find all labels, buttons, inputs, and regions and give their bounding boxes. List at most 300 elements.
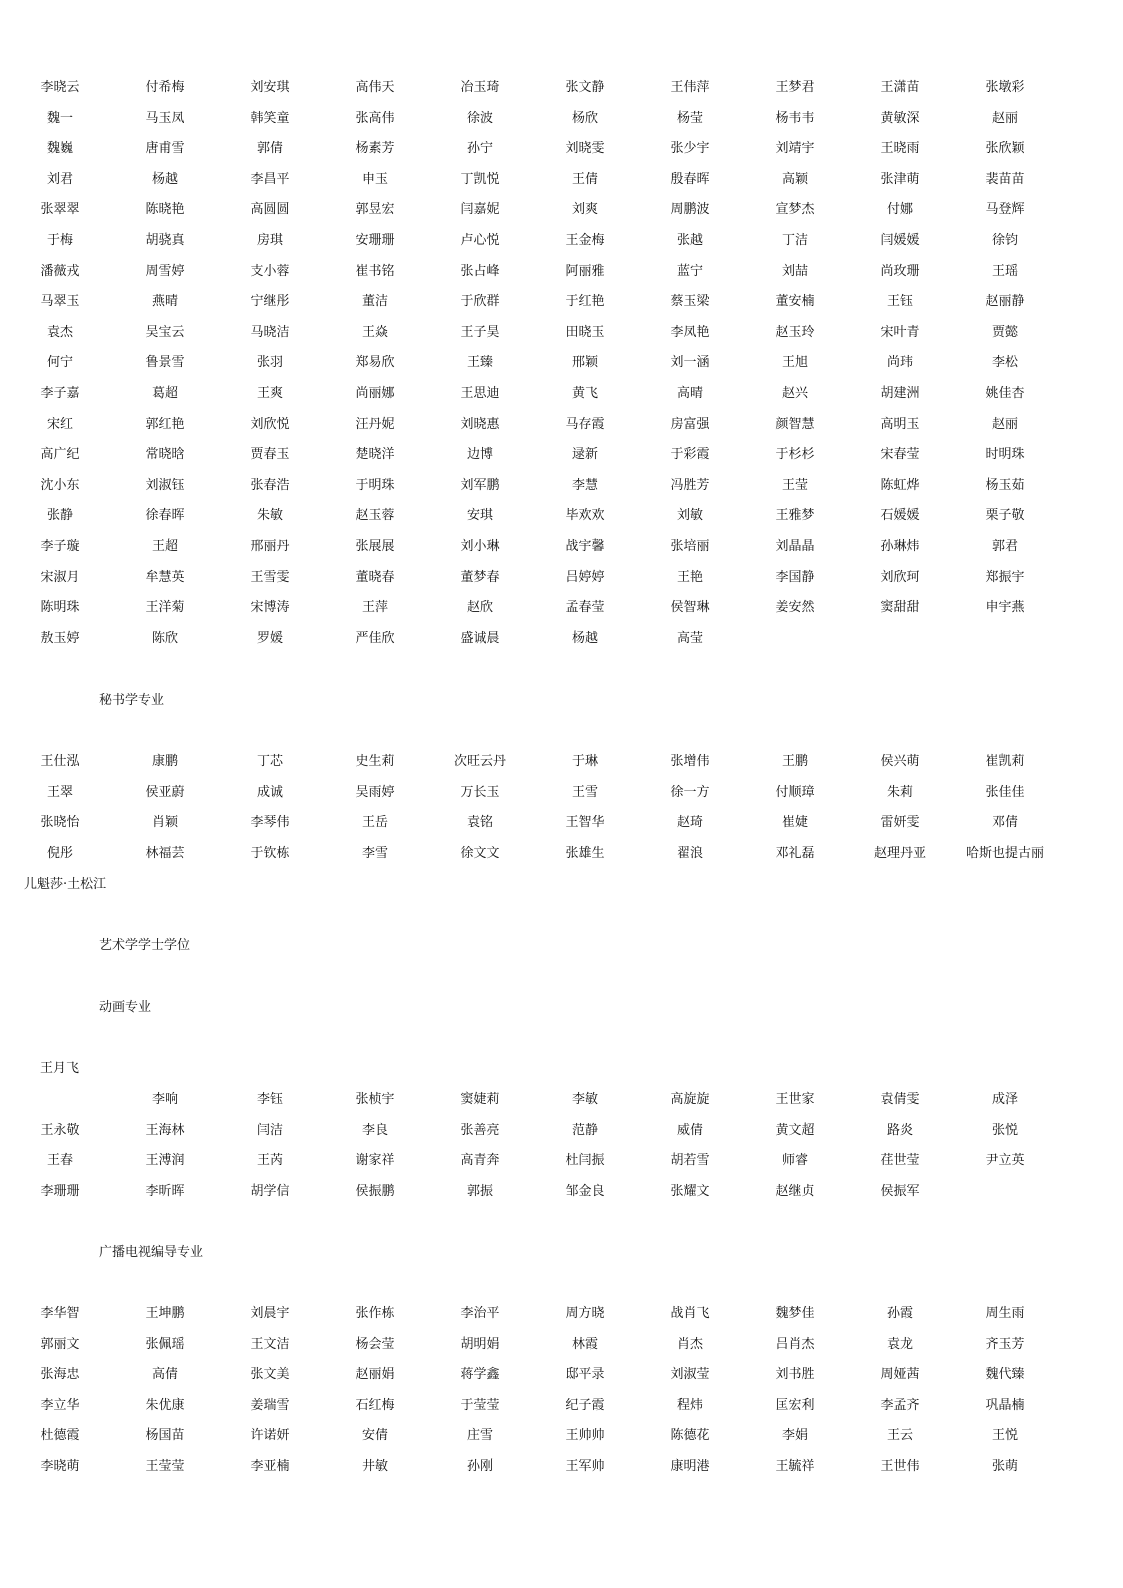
name-cell: 李凤艳 xyxy=(670,324,710,340)
name-cell: 董晓春 xyxy=(355,569,395,585)
name-cell: 张萌 xyxy=(991,1458,1018,1474)
name-cell: 胡建洲 xyxy=(880,385,920,401)
name-cell: 王洋菊 xyxy=(145,600,185,616)
name-cell: 邓倩 xyxy=(991,815,1018,831)
name-cell: 翟浪 xyxy=(676,845,703,861)
name-cell: 王雪雯 xyxy=(250,569,290,585)
name-cell: 刘欣悦 xyxy=(250,416,290,432)
name-cell: 史生莉 xyxy=(355,754,395,769)
name-cell: 李钰 xyxy=(256,1092,283,1107)
name-cell: 侯振军 xyxy=(880,1183,920,1199)
name-cell: 刘一涵 xyxy=(670,355,710,371)
name-cell: 王智华 xyxy=(565,815,605,831)
name-cell: 于红艳 xyxy=(565,294,605,310)
name-cell: 董梦春 xyxy=(460,569,500,585)
name-cell: 楚晓洋 xyxy=(355,447,395,463)
name-cell: 邹金良 xyxy=(565,1183,605,1199)
names-table-broadcast xyxy=(0,1305,1123,1489)
name-cell: 安琪 xyxy=(466,508,493,524)
name-cell: 刘小琳 xyxy=(460,538,500,554)
name-cell: 李雪 xyxy=(361,845,388,861)
name-cell: 张雄生 xyxy=(565,845,605,861)
name-cell: 张佩瑶 xyxy=(145,1336,185,1352)
name-cell: 袁倩雯 xyxy=(880,1092,920,1107)
name-cell: 纪子霞 xyxy=(565,1397,605,1413)
name-cell: 王芮 xyxy=(256,1153,283,1169)
name-cell: 房富强 xyxy=(670,416,710,432)
name-cell: 王春 xyxy=(46,1153,73,1169)
name-cell: 魏梦佳 xyxy=(775,1306,815,1321)
name-cell: 闫嘉妮 xyxy=(460,202,500,218)
name-cell: 师睿 xyxy=(781,1153,808,1169)
name-cell: 付顺璋 xyxy=(775,784,815,800)
name-cell: 逯新 xyxy=(571,447,598,463)
table-row xyxy=(0,1366,1123,1397)
name-cell: 周生雨 xyxy=(985,1306,1025,1321)
name-cell: 李国静 xyxy=(775,569,815,585)
name-cell: 张善亮 xyxy=(460,1122,500,1138)
name-cell: 王帅帅 xyxy=(565,1428,605,1444)
name-cell: 李珊珊 xyxy=(40,1183,80,1199)
name-cell: 刘淑莹 xyxy=(670,1367,710,1383)
name-cell: 高伟天 xyxy=(355,80,395,95)
name-cell: 次旺云丹 xyxy=(453,754,506,769)
name-cell: 韩笑童 xyxy=(250,110,290,126)
name-cell: 尹立英 xyxy=(985,1153,1025,1169)
name-cell: 赵琦 xyxy=(676,815,703,831)
name-cell: 宋春莹 xyxy=(880,447,920,463)
name-cell: 宣梦杰 xyxy=(775,202,815,218)
name-cell: 尚玮 xyxy=(886,355,913,371)
name-cell: 张越 xyxy=(676,232,703,248)
name-cell: 王臻 xyxy=(466,355,493,371)
name-cell: 万长玉 xyxy=(460,784,500,800)
name-cell: 魏巍 xyxy=(46,141,73,157)
name-cell: 赵丽 xyxy=(991,416,1018,432)
name-cell: 战宇馨 xyxy=(565,538,605,554)
name-cell: 于琳 xyxy=(571,754,598,769)
name-cell: 沈小东 xyxy=(40,477,80,493)
name-cell: 毕欢欢 xyxy=(565,508,605,524)
name-cell: 王金梅 xyxy=(565,232,605,248)
table-row xyxy=(0,385,1123,416)
name-cell: 蓝宁 xyxy=(676,263,703,279)
name-cell: 邓礼磊 xyxy=(775,845,815,861)
name-cell: 王钰 xyxy=(886,294,913,310)
name-cell: 杨韦韦 xyxy=(775,110,815,126)
name-cell: 窦甜甜 xyxy=(880,600,920,616)
name-cell: 刘军鹏 xyxy=(460,477,500,493)
name-cell: 阿丽雅 xyxy=(565,263,605,279)
name-cell: 王雪 xyxy=(571,784,598,800)
name-cell: 李立华 xyxy=(40,1397,80,1413)
name-cell: 张占峰 xyxy=(460,263,500,279)
name-cell: 宋叶青 xyxy=(880,324,920,340)
name-cell: 张展展 xyxy=(355,538,395,554)
name-cell: 裴苗苗 xyxy=(985,171,1025,187)
name-cell: 崔婕 xyxy=(781,815,808,831)
name-cell: 蒋学鑫 xyxy=(460,1367,500,1383)
name-cell: 郭丽文 xyxy=(40,1336,80,1352)
name-cell: 林福芸 xyxy=(145,845,185,861)
section-heading-art-degree: 艺术学学士学位 xyxy=(99,938,191,953)
name-cell: 张晓怡 xyxy=(40,815,80,831)
name-cell: 李昌平 xyxy=(250,171,290,187)
name-cell: 赵玉蓉 xyxy=(355,508,395,524)
name-cell: 赵兴 xyxy=(781,385,808,401)
name-cell: 张悦 xyxy=(991,1122,1018,1138)
name-cell: 支小蓉 xyxy=(250,263,290,279)
name-cell: 尚玫珊 xyxy=(880,263,920,279)
name-cell: 王军帅 xyxy=(565,1458,605,1474)
name-cell: 郑易欣 xyxy=(355,355,395,371)
name-cell: 张津萌 xyxy=(880,171,920,187)
name-cell: 王悦 xyxy=(991,1428,1018,1444)
name-cell: 于彩霞 xyxy=(670,447,710,463)
name-cell: 胡明娟 xyxy=(460,1336,500,1352)
name-cell: 宋红 xyxy=(46,416,73,432)
name-cell: 赵丽娟 xyxy=(355,1367,395,1383)
table-row xyxy=(0,1458,1123,1489)
name-cell: 李晓云 xyxy=(40,80,80,95)
name-cell: 李子璇 xyxy=(40,538,80,554)
name-cell: 陈晓艳 xyxy=(145,202,185,218)
name-cell: 张少宇 xyxy=(670,141,710,157)
table-row xyxy=(0,845,1123,876)
name-cell: 李昕晖 xyxy=(145,1183,185,1199)
name-cell: 王梦君 xyxy=(775,80,815,95)
name-cell: 敖玉婷 xyxy=(40,630,80,646)
table-row xyxy=(0,171,1123,202)
names-table-secretary xyxy=(0,753,1123,875)
name-cell: 宋博涛 xyxy=(250,600,290,616)
name-cell: 吕肖杰 xyxy=(775,1336,815,1352)
name-cell: 于杉杉 xyxy=(775,447,815,463)
name-cell: 徐钧 xyxy=(991,232,1018,248)
name-cell: 安倩 xyxy=(361,1428,388,1444)
name-cell: 刘晓雯 xyxy=(565,141,605,157)
name-cell: 孟春莹 xyxy=(565,600,605,616)
table-row xyxy=(0,753,1123,784)
name-cell: 王毓祥 xyxy=(775,1458,815,1474)
name-cell: 石红梅 xyxy=(355,1397,395,1413)
name-cell: 许诺妍 xyxy=(250,1428,290,1444)
name-cell: 张培丽 xyxy=(670,538,710,554)
name-cell: 刘书胜 xyxy=(775,1367,815,1383)
name-cell: 成泽 xyxy=(991,1092,1018,1107)
name-cell: 郭昱宏 xyxy=(355,202,395,218)
table-row xyxy=(0,630,1123,661)
name-cell: 蔡玉梁 xyxy=(670,294,710,310)
name-cell: 成诚 xyxy=(256,784,283,800)
table-row xyxy=(0,263,1123,294)
name-cell: 程炜 xyxy=(676,1397,703,1413)
name-cell: 贾春玉 xyxy=(250,447,290,463)
name-cell: 高明玉 xyxy=(880,416,920,432)
table-row xyxy=(0,201,1123,232)
name-cell: 马存霞 xyxy=(565,416,605,432)
name-cell: 胡若雪 xyxy=(670,1153,710,1169)
name-cell: 杨莹 xyxy=(676,110,703,126)
name-cell: 刘欣珂 xyxy=(880,569,920,585)
name-cell: 张文静 xyxy=(565,80,605,95)
name-cell: 于梅 xyxy=(46,232,73,248)
name-cell: 高旋旋 xyxy=(670,1092,710,1107)
name-cell: 李良 xyxy=(361,1122,388,1138)
table-row xyxy=(0,446,1123,477)
name-cell: 郑振宇 xyxy=(985,569,1025,585)
table-row xyxy=(0,1122,1123,1153)
name-cell: 张海忠 xyxy=(40,1367,80,1383)
name-cell: 李松 xyxy=(991,355,1018,371)
name-cell: 何宁 xyxy=(46,355,73,371)
name-cell: 董安楠 xyxy=(775,294,815,310)
name-cell: 高倩 xyxy=(151,1367,178,1383)
section-heading-secretary: 秘书学专业 xyxy=(99,693,165,708)
name-cell: 付娜 xyxy=(886,202,913,218)
name-cell: 倪彤 xyxy=(46,845,73,861)
name-cell: 马登辉 xyxy=(985,202,1025,218)
name-cell: 杨欣 xyxy=(571,110,598,126)
name-cell: 巩晶楠 xyxy=(985,1397,1025,1413)
name-cell: 陈德花 xyxy=(670,1428,710,1444)
name-cell: 周鹏波 xyxy=(670,202,710,218)
name-cell: 崔书铭 xyxy=(355,263,395,279)
name-cell: 王子昊 xyxy=(460,324,500,340)
name-cell: 张耀文 xyxy=(670,1183,710,1199)
name-cell: 罗媛 xyxy=(256,630,283,646)
name-cell: 胡骁真 xyxy=(145,232,185,248)
name-cell: 徐春晖 xyxy=(145,508,185,524)
name-cell: 侯亚蔚 xyxy=(145,784,185,800)
name-cell: 王旭 xyxy=(781,355,808,371)
table-row xyxy=(0,814,1123,845)
table-row xyxy=(0,140,1123,171)
name-cell: 谢家祥 xyxy=(355,1153,395,1169)
name-cell: 付希梅 xyxy=(145,80,185,95)
name-cell: 刘晓惠 xyxy=(460,416,500,432)
name-cell: 丁凯悦 xyxy=(460,171,500,187)
name-cell: 邢颖 xyxy=(571,355,598,371)
table-row xyxy=(0,416,1123,447)
name-cell: 孙宁 xyxy=(466,141,493,157)
name-cell: 袁铭 xyxy=(466,815,493,831)
name-cell: 孙刚 xyxy=(466,1458,493,1474)
name-cell: 侯智琳 xyxy=(670,600,710,616)
name-cell: 路炎 xyxy=(886,1122,913,1138)
name-cell: 安珊珊 xyxy=(355,232,395,248)
name-cell: 张增伟 xyxy=(670,754,710,769)
name-cell: 郭振 xyxy=(466,1183,493,1199)
name-cell: 赵理丹亚 xyxy=(873,845,926,861)
name-cell: 栗子敬 xyxy=(985,508,1025,524)
name-cell: 康明港 xyxy=(670,1458,710,1474)
name-cell: 哈斯也提古丽 xyxy=(965,845,1044,861)
name-cell: 宁继彤 xyxy=(250,294,290,310)
name-cell: 王莹 xyxy=(781,477,808,493)
name-cell: 田晓玉 xyxy=(565,324,605,340)
name-cell: 于钦栋 xyxy=(250,845,290,861)
name-cell: 战肖飞 xyxy=(670,1306,710,1321)
table-row xyxy=(0,1336,1123,1367)
name-cell: 鲁景雪 xyxy=(145,355,185,371)
name-cell: 李子嘉 xyxy=(40,385,80,401)
name-cell: 李亚楠 xyxy=(250,1458,290,1474)
name-cell: 陈虹烨 xyxy=(880,477,920,493)
name-cell: 王萍 xyxy=(361,600,388,616)
name-cell: 尚丽娜 xyxy=(355,385,395,401)
name-cell: 康鹏 xyxy=(151,754,178,769)
name-cell: 黄飞 xyxy=(571,385,598,401)
table-row xyxy=(0,1183,1123,1214)
name-cell: 房琪 xyxy=(256,232,283,248)
table-row xyxy=(0,79,1123,110)
name-cell: 肖杰 xyxy=(676,1336,703,1352)
name-cell: 张欣颖 xyxy=(985,141,1025,157)
name-cell: 马晓洁 xyxy=(250,324,290,340)
table-row xyxy=(0,354,1123,385)
name-cell: 张文美 xyxy=(250,1367,290,1383)
name-cell: 殷春晖 xyxy=(670,171,710,187)
name-cell: 马翠玉 xyxy=(40,294,80,310)
name-cell: 唐甫雪 xyxy=(145,141,185,157)
name-cell: 吕婷婷 xyxy=(565,569,605,585)
name-cell: 盛诚晨 xyxy=(460,630,500,646)
name-cell: 卢心悦 xyxy=(460,232,500,248)
name-cell: 匡宏利 xyxy=(775,1397,815,1413)
name-cell: 杨素芳 xyxy=(355,141,395,157)
table-row xyxy=(0,324,1123,355)
name-cell: 冶玉琦 xyxy=(460,80,500,95)
name-cell: 汪丹妮 xyxy=(355,416,395,432)
name-cell: 于莹莹 xyxy=(460,1397,500,1413)
overflow-name: 儿魁莎·土松江 xyxy=(24,877,107,892)
name-cell: 王潇苗 xyxy=(880,80,920,95)
name-cell: 王世伟 xyxy=(880,1458,920,1474)
name-cell: 刘淑钰 xyxy=(145,477,185,493)
name-cell: 张静 xyxy=(46,508,73,524)
name-cell: 杨会莹 xyxy=(355,1336,395,1352)
name-cell: 孙霞 xyxy=(886,1306,913,1321)
name-cell: 李慧 xyxy=(571,477,598,493)
name-cell: 姜安然 xyxy=(775,600,815,616)
name-cell: 王仕泓 xyxy=(40,754,80,769)
name-cell: 徐波 xyxy=(466,110,493,126)
name-cell: 闫媛媛 xyxy=(880,232,920,248)
name-cell: 高圆圆 xyxy=(250,202,290,218)
name-cell: 刘安琪 xyxy=(250,80,290,95)
name-cell: 徐文文 xyxy=(460,845,500,861)
name-cell: 赵玉玲 xyxy=(775,324,815,340)
table-row xyxy=(0,569,1123,600)
name-cell: 张翠翠 xyxy=(40,202,80,218)
name-cell: 张羽 xyxy=(256,355,283,371)
name-cell: 张作栋 xyxy=(355,1306,395,1321)
name-cell: 牟慧英 xyxy=(145,569,185,585)
name-cell: 边博 xyxy=(466,447,493,463)
name-cell: 赵丽静 xyxy=(985,294,1025,310)
name-cell: 周娅茜 xyxy=(880,1367,920,1383)
name-cell: 林霞 xyxy=(571,1336,598,1352)
name-cell: 马玉凤 xyxy=(145,110,185,126)
names-table-1 xyxy=(0,79,1123,660)
name-cell: 李华智 xyxy=(40,1306,80,1321)
name-cell: 赵丽 xyxy=(991,110,1018,126)
name-cell: 杨玉茹 xyxy=(985,477,1025,493)
name-cell: 于明珠 xyxy=(355,477,395,493)
name-cell: 贾懿 xyxy=(991,324,1018,340)
name-cell: 王坤鹏 xyxy=(145,1306,185,1321)
name-cell: 荏世莹 xyxy=(880,1153,920,1169)
name-cell: 朱敏 xyxy=(256,508,283,524)
name-cell: 张桢宇 xyxy=(355,1092,395,1107)
name-cell: 李晓萌 xyxy=(40,1458,80,1474)
name-cell: 杜德霞 xyxy=(40,1428,80,1444)
section-heading-animation: 动画专业 xyxy=(99,1000,152,1015)
name-cell: 邢丽丹 xyxy=(250,538,290,554)
section-heading-broadcast: 广播电视编导专业 xyxy=(99,1245,204,1260)
name-cell: 王晓雨 xyxy=(880,141,920,157)
name-cell: 徐一方 xyxy=(670,784,710,800)
name-cell: 王鹏 xyxy=(781,754,808,769)
name-cell: 张高伟 xyxy=(355,110,395,126)
name-cell: 庄雪 xyxy=(466,1428,493,1444)
name-cell: 井敏 xyxy=(361,1458,388,1474)
name-cell: 王溥润 xyxy=(145,1153,185,1169)
name-cell: 刘靖宇 xyxy=(775,141,815,157)
name-cell: 宋淑月 xyxy=(40,569,80,585)
name-cell: 张佳佳 xyxy=(985,784,1025,800)
name-cell: 刘敏 xyxy=(676,508,703,524)
name-cell: 闫洁 xyxy=(256,1122,283,1138)
name-cell: 于欣群 xyxy=(460,294,500,310)
name-cell: 王爽 xyxy=(256,385,283,401)
name-cell: 燕晴 xyxy=(151,294,178,310)
name-cell: 杨越 xyxy=(151,171,178,187)
name-cell: 王莹莹 xyxy=(145,1458,185,1474)
name-cell: 郭红艳 xyxy=(145,416,185,432)
name-cell: 杨越 xyxy=(571,630,598,646)
name-cell: 郭倩 xyxy=(256,141,283,157)
name-cell: 高广纪 xyxy=(40,447,80,463)
name-cell: 刘喆 xyxy=(781,263,808,279)
name-cell: 魏代臻 xyxy=(985,1367,1025,1383)
names-table-animation xyxy=(0,1091,1123,1213)
name-cell: 周方晓 xyxy=(565,1306,605,1321)
name-cell: 刘晶晶 xyxy=(775,538,815,554)
name-cell: 杜闫振 xyxy=(565,1153,605,1169)
name-cell: 刘君 xyxy=(46,171,73,187)
name-cell: 齐玉芳 xyxy=(985,1336,1025,1352)
name-cell: 时明珠 xyxy=(985,447,1025,463)
name-cell: 朱莉 xyxy=(886,784,913,800)
name-cell: 严佳欣 xyxy=(355,630,395,646)
table-row xyxy=(0,538,1123,569)
name-cell: 陈明珠 xyxy=(40,600,80,616)
name-cell: 陈欣 xyxy=(151,630,178,646)
table-row xyxy=(0,110,1123,141)
name-cell: 张春浩 xyxy=(250,477,290,493)
name-cell: 王艳 xyxy=(676,569,703,585)
name-cell: 李治平 xyxy=(460,1306,500,1321)
name-cell: 周雪婷 xyxy=(145,263,185,279)
name-cell: 魏一 xyxy=(46,110,73,126)
table-row xyxy=(0,784,1123,815)
name-cell: 窦婕莉 xyxy=(460,1092,500,1107)
name-cell: 申玉 xyxy=(361,171,388,187)
name-cell: 黄文超 xyxy=(775,1122,815,1138)
name-cell: 李孟齐 xyxy=(880,1397,920,1413)
